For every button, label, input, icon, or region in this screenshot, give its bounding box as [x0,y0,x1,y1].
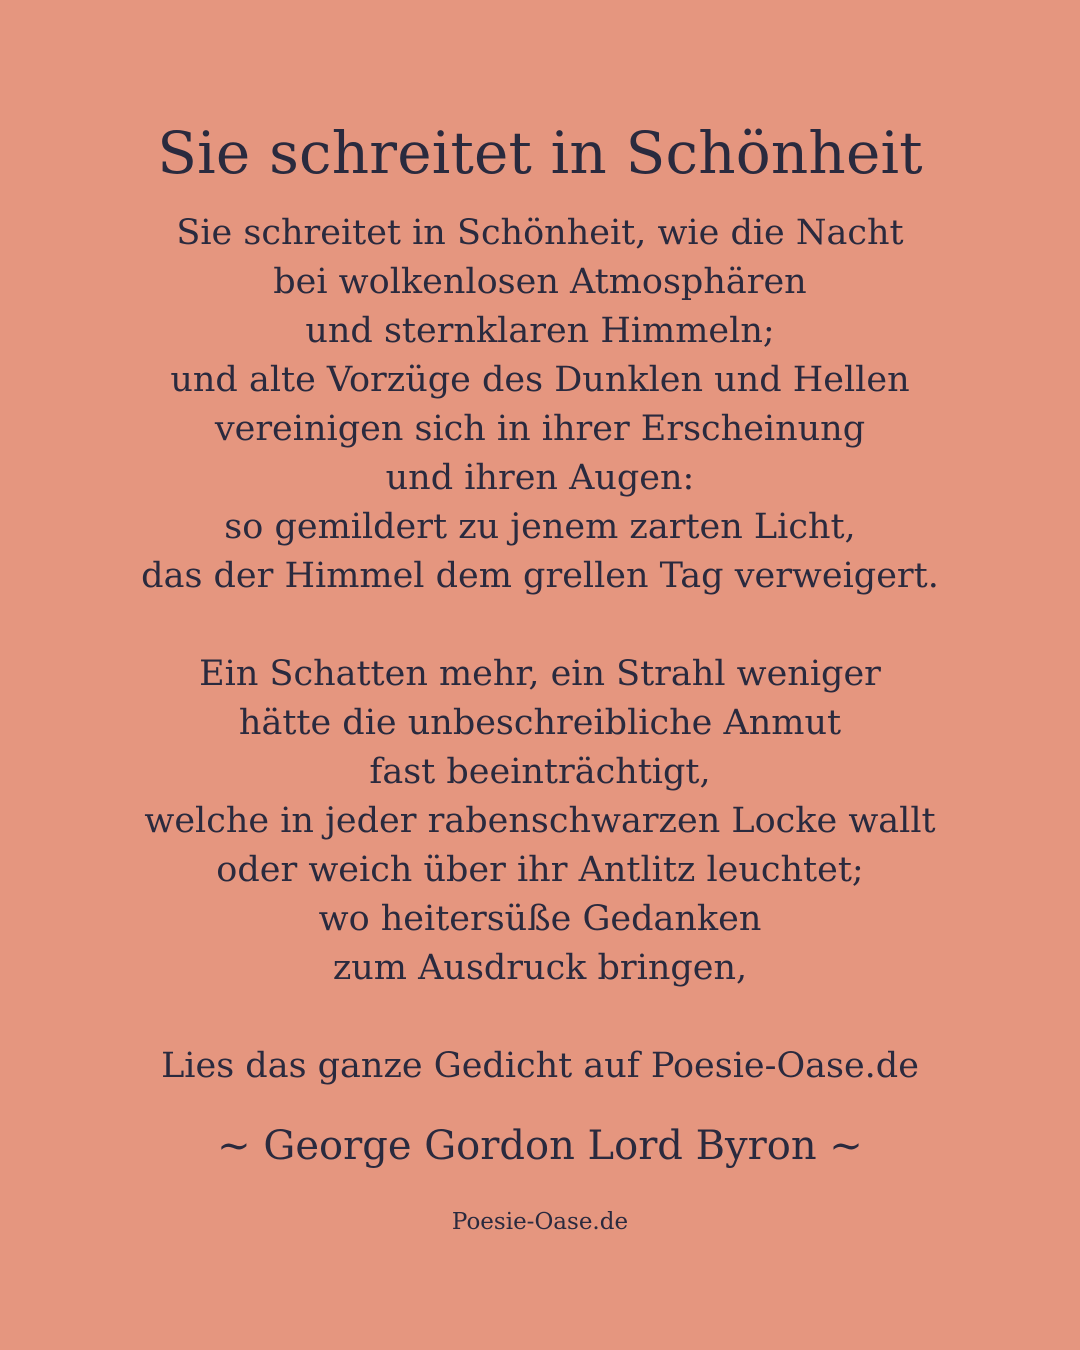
poem-line: das der Himmel dem grellen Tag verweigert. [141,556,939,596]
read-more-text: Lies das ganze Gedicht auf Poesie-Oase.de [161,1046,919,1086]
poem-line: zum Ausdruck bringen, [332,948,748,988]
site-watermark: Poesie-Oase.de [451,1209,629,1235]
poem-stanza-2 [0,650,1080,993]
poem-line: oder weich über ihr Antlitz leuchtet; [216,850,864,890]
poem-title: Sie schreitet in Schönheit [157,119,923,187]
poem-line: Ein Schatten mehr, ein Strahl weniger [199,654,881,694]
poem-stanza-1 [0,209,1080,601]
poem-line: Sie schreitet in Schönheit, wie die Nacht [176,213,904,253]
poem-line: so gemildert zu jenem zarten Licht, [224,507,856,547]
poem-line: fast beeinträchtigt, [369,752,711,792]
poem-line: und ihren Augen: [385,458,695,498]
poem-line: welche in jeder rabenschwarzen Locke wallt [144,801,936,841]
poem-line: wo heitersüße Gedanken [318,899,762,939]
poem-line: und sternklaren Himmeln; [305,311,775,351]
poem-line: hätte die unbeschreibliche Anmut [238,703,842,743]
poem-author: ~ George Gordon Lord Byron ~ [217,1123,863,1169]
poem-line: bei wolkenlosen Atmosphären [273,262,807,302]
poem-line: vereinigen sich in ihrer Erscheinung [214,409,866,449]
poem-line: und alte Vorzüge des Dunklen und Hellen [170,360,910,400]
